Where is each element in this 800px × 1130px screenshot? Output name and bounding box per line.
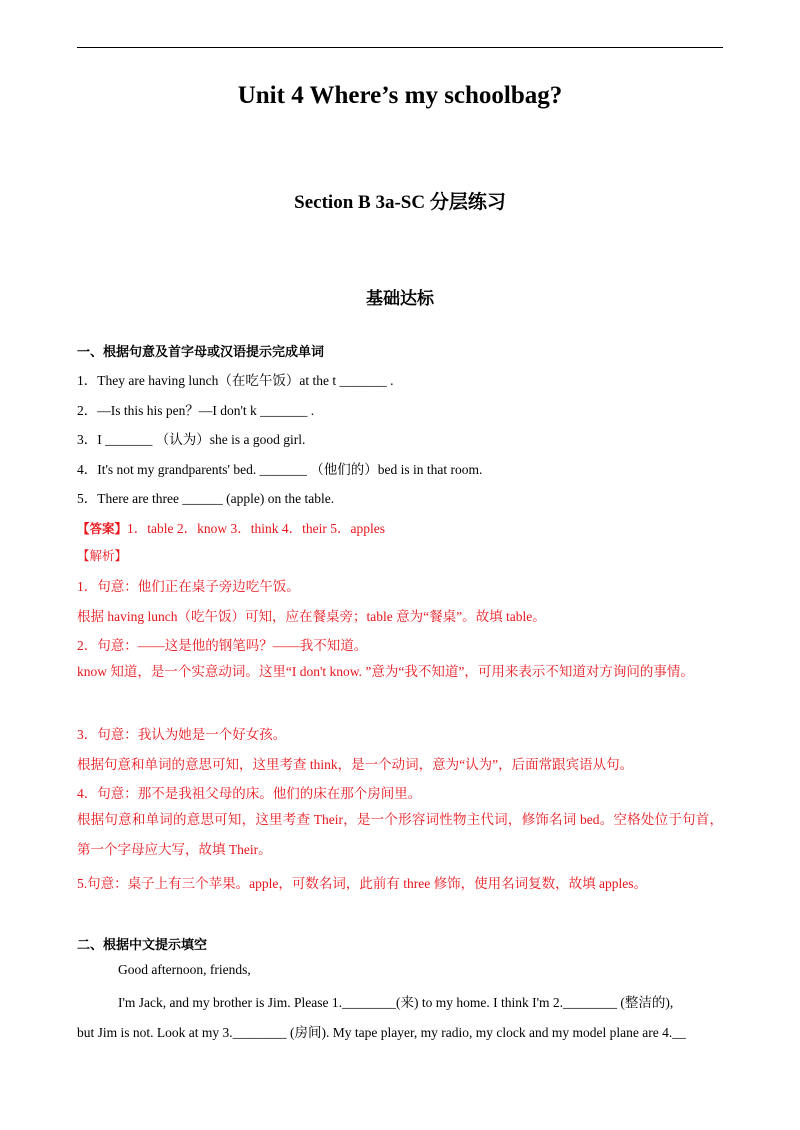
analysis-6: 根据句意和单词的意思可知，这里考查 think，是一个动词，意为“认为”，后面常跟宾语从句。 bbox=[77, 757, 634, 772]
section1-heading: 一、根据句意及首字母或汉语提示完成单词 bbox=[77, 345, 325, 360]
analysis-8: 根据句意和单词的意思可知，这里考查 Their，是一个形容词性物主代词，修饰名词 bed。空格处位于句首，第一个字母应大写，故填 Their。 bbox=[77, 812, 723, 857]
passage-greeting: Good afternoon, friends, bbox=[118, 962, 251, 977]
analysis-4: know 知道，是一个实意动词。这里“I don't know. ”意为“我不知道”，可用来表示不知道对方询问的事情。 bbox=[77, 664, 694, 679]
passage-line-2: but Jim is not. Look at my 3.________ (房间). My tape player, my radio, my clock and my model plane are 4.__ bbox=[77, 1025, 686, 1040]
analysis-7: 4．句意：那不是我祖父母的床。他们的床在那个房间里。 bbox=[77, 786, 422, 801]
answer-label: 【答案】 bbox=[77, 521, 128, 536]
answer-line bbox=[77, 517, 385, 537]
analysis-label: 【解析】 bbox=[77, 548, 128, 563]
analysis-5: 3．句意：我认为她是一个好女孩。 bbox=[77, 727, 287, 742]
analysis-9: 5.句意：桌子上有三个苹果。apple，可数名词，此前有 three 修饰，使用名词复数，故填 apples。 bbox=[77, 876, 647, 891]
question-1: 1．They are having lunch（在吃午饭）at the t _______ . bbox=[77, 373, 394, 388]
page-subtitle: Section B 3a-SC 分层练习 bbox=[294, 192, 506, 213]
section2-heading: 二、根据中文提示填空 bbox=[77, 938, 208, 953]
analysis-3: 2．句意：——这是他的钢笔吗？——我不知道。 bbox=[77, 638, 368, 653]
question-3: 3．I _______ （认为）she is a good girl. bbox=[77, 432, 306, 447]
level-heading: 基础达标 bbox=[366, 289, 434, 309]
answer-text: 1．table 2．know 3．think 4．their 5．apples bbox=[127, 521, 385, 536]
question-5: 5．There are three ______ (apple) on the table. bbox=[77, 491, 335, 506]
passage-line-1: I'm Jack, and my brother is Jim. Please 1.________(来) to my home. I think I'm 2.________ (整洁的), bbox=[118, 995, 674, 1010]
top-rule bbox=[77, 47, 723, 48]
page-title: Unit 4 Where’s my schoolbag? bbox=[237, 82, 563, 109]
analysis-1: 1．句意：他们正在桌子旁边吃午饭。 bbox=[77, 579, 300, 594]
analysis-2: 根据 having lunch（吃午饭）可知，应在餐桌旁；table 意为“餐桌”。故填 table。 bbox=[77, 609, 546, 624]
question-2: 2．—Is this his pen？—I don't k _______ . bbox=[77, 403, 315, 418]
question-4: 4．It's not my grandparents' bed. _______ （他们的）bed is in that room. bbox=[77, 462, 483, 477]
